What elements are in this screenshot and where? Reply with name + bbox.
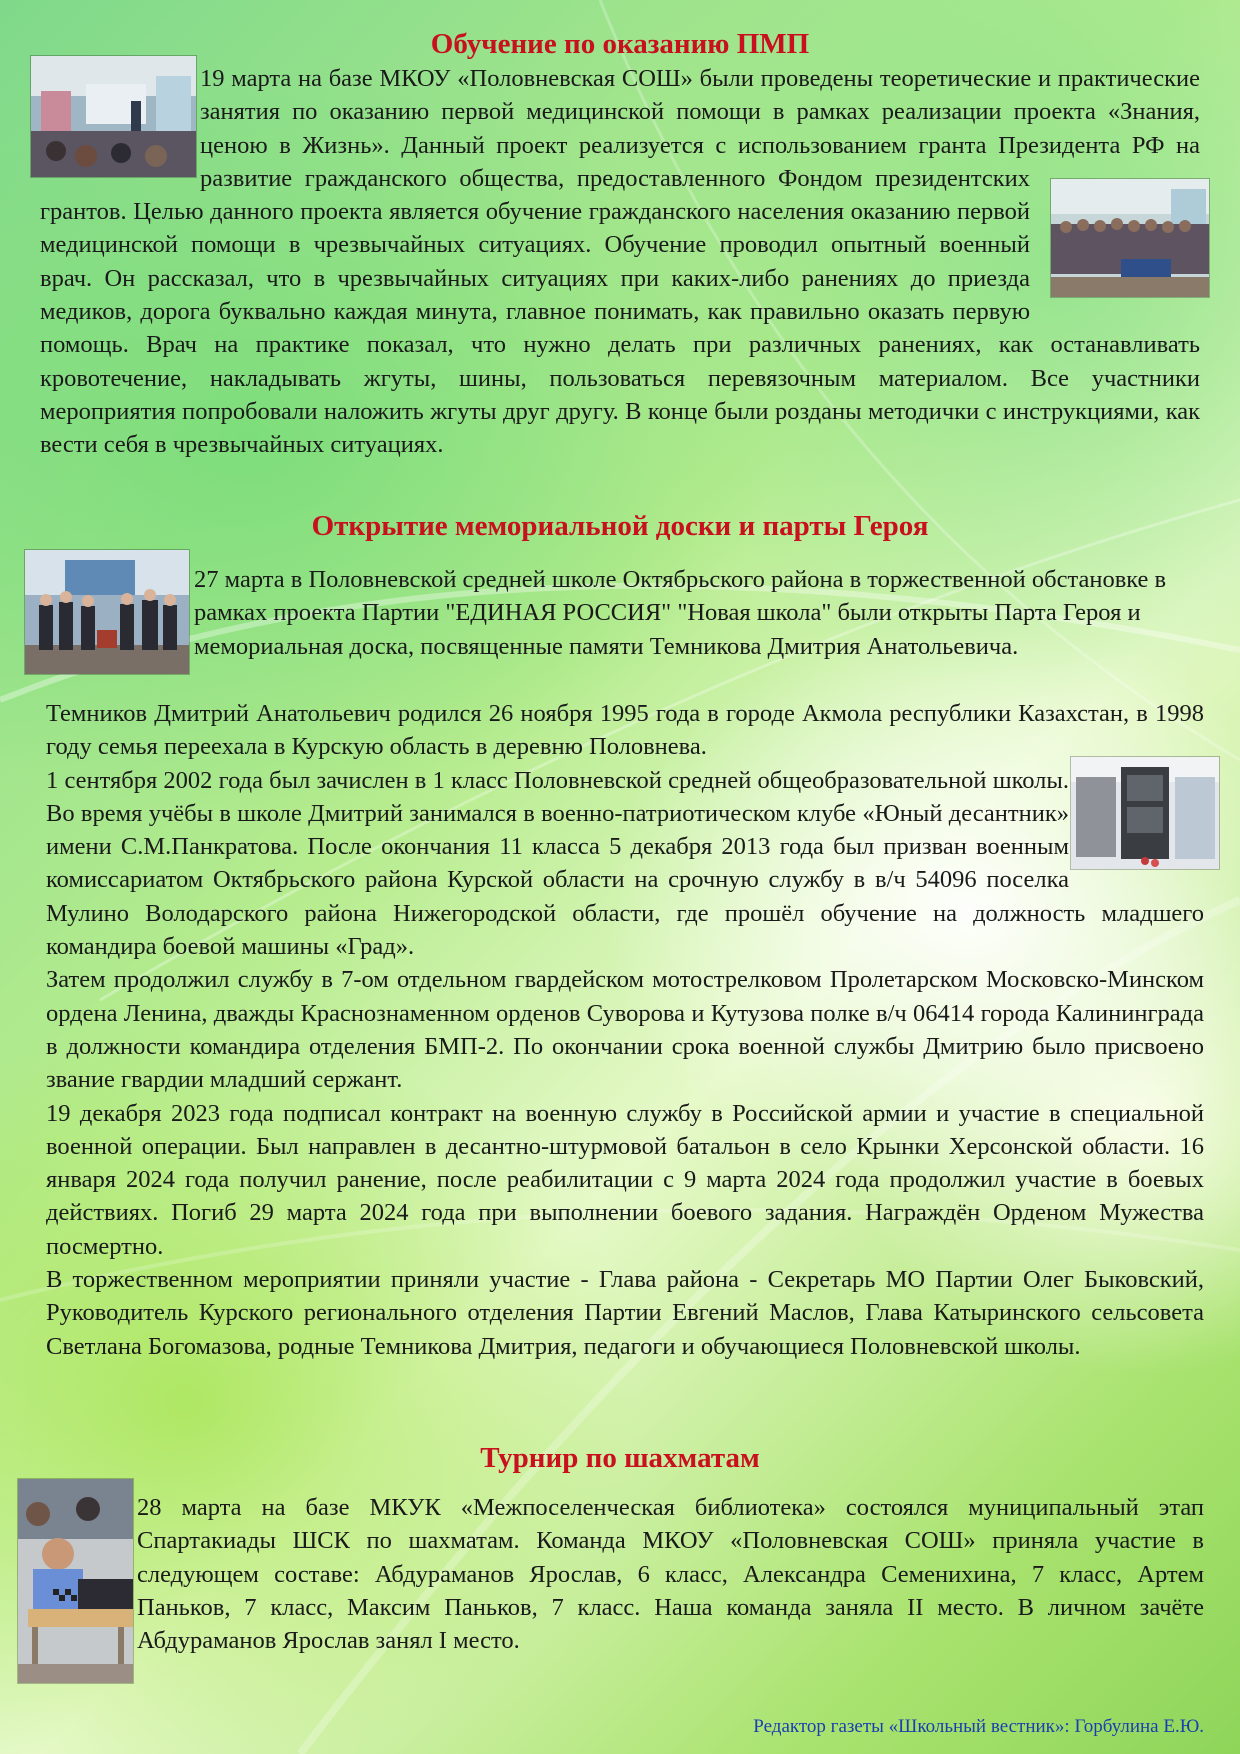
bio-paragraph-3: Затем продолжил службу в 7-ом отдельном гвардейском мотострелковом Пролетарском Московско-Минском ордена Ленина, дважды Краснознаменном орденов Суворова и Кутузова полке в/ч 06414 города Калининграда в должности командира отделения БМП-2. По окончании срока военной службы Дмитрию было присвоено звание гвардии младший сержант. — [46, 966, 1204, 1094]
bio-paragraph-4: 19 декабря 2023 года подписал контракт на военную службу в Российской армии и участие в специальной военной операции. Был направлен в десантно-штурмовой батальон в село Крынки Херсонской области. 16 января 2024 года получил ранение, после реабилитации с 9 марта 2024 года продолжил участие в боевых действиях. Погиб 29 марта 2024 года при выполнении боевого задания. Награждён Орденом Мужества посмертно. — [46, 1099, 1204, 1260]
section2-body — [46, 697, 1204, 1363]
section2-intro-text: 27 марта в Половневской средней школе Октябрьского района в торжественной обстановке в рамках проекта Партии "ЕДИНАЯ РОССИЯ" "Новая школа" были открыты Парта Героя и мемориальная доска, посвященные памяти Темникова Дмитрия Анатольевича. — [194, 566, 1167, 660]
section2-intro-block — [194, 563, 1196, 663]
section-title-chess: Турнир по шахматам — [480, 1442, 760, 1474]
float-spacer-right — [1030, 177, 1200, 299]
bio-paragraph-1: Темников Дмитрий Анатольевич родился 26 ноября 1995 года в городе Акмола республики Казахстан, в 1998 году семья переехала в Курскую область в деревню Половнева. — [46, 700, 1204, 761]
section-title-memorial: Открытие мемориальной доски и парты Героя — [311, 510, 929, 542]
editor-credit: Редактор газеты «Школьный вестник»: Горбулина Е.Ю. — [753, 1716, 1204, 1737]
section3-text: 28 марта на базе МКУК «Межпоселенческая библиотека» состоялся муниципальный этап Спартакиады ШСК по шахматам. Команда МКОУ «Половневская СОШ» приняла участие в следующем составе: Абдураманов Ярослав, 6 класс, Александра Семенихина, 7 класс, Артем Паньков, 7 класс, Максим Паньков, 7 класс. Наша команда заняла II место. В личном зачёте Абдураманов Ярослав занял I место. — [137, 1494, 1204, 1655]
section-title-first-aid: Обучение по оказанию ПМП — [430, 28, 810, 60]
section1-text: 19 марта на базе МКОУ «Половневская СОШ» были проведены теоретические и практические занятия по оказанию первой медицинской помощи в рамках реализации проекта «Знания, ценою в Жизнь». Данный проект реализуется с использованием гранта Президента РФ на развитие гражданского общества, предоставленного Фондом президентских грантов. Целью данного проекта является обучение гражданского населения оказанию первой медицинской помощи в чрезвычайных ситуациях. Обучение проводил опытный военный врач. Он рассказал, что в чрезвычайных ситуациях при каких-либо ранениях до приезда медиков, дорога буквально каждая минута, главное понимать, как правильно оказать первую помощь. Врач на практике показал, что нужно делать при различных ранениях, как останавливать кровотечение, накладывать жгуты, шины, пользоваться перевязочным материалом. Все участники мероприятия попробовали наложить жгуты друг другу. В конце были розданы методички с инструкциями, как вести себя в чрезвычайных ситуациях. — [40, 65, 1200, 459]
float-spacer-left — [40, 62, 200, 177]
bio-paragraph-2: 1 сентября 2002 года был зачислен в 1 класс Половневской средней общеобразовательной школы. Во время учёбы в школе Дмитрий занимался в военно-патриотическом клубе «Юный десантник» имени С.М.Панкратова. После окончания 11 класса 5 декабря 2013 года был призван военным комиссариатом Октябрьского района Курской области на срочную службу в в/ч 54096 поселка Мулино Володарского района Нижегородской области, где прошёл обучение на должность младшего командира боевой машины «Град». — [46, 766, 1204, 961]
section1-paragraph — [40, 62, 1200, 462]
photo-chess-tournament — [17, 1478, 134, 1684]
section3-paragraph — [137, 1491, 1204, 1657]
float-spacer-plaque — [1069, 752, 1204, 867]
photo-memorial-ceremony — [24, 549, 190, 675]
bio-paragraph-5: В торжественном мероприятии приняли участие - Глава района - Секретарь МО Партии Олег Быковский, Руководитель Курского регионального отделения Партии Евгений Маслов, Глава Катыринского сельсовета Светлана Богомазова, родные Темникова Дмитрия, педагоги и обучающиеся Половневской школы. — [46, 1266, 1204, 1360]
